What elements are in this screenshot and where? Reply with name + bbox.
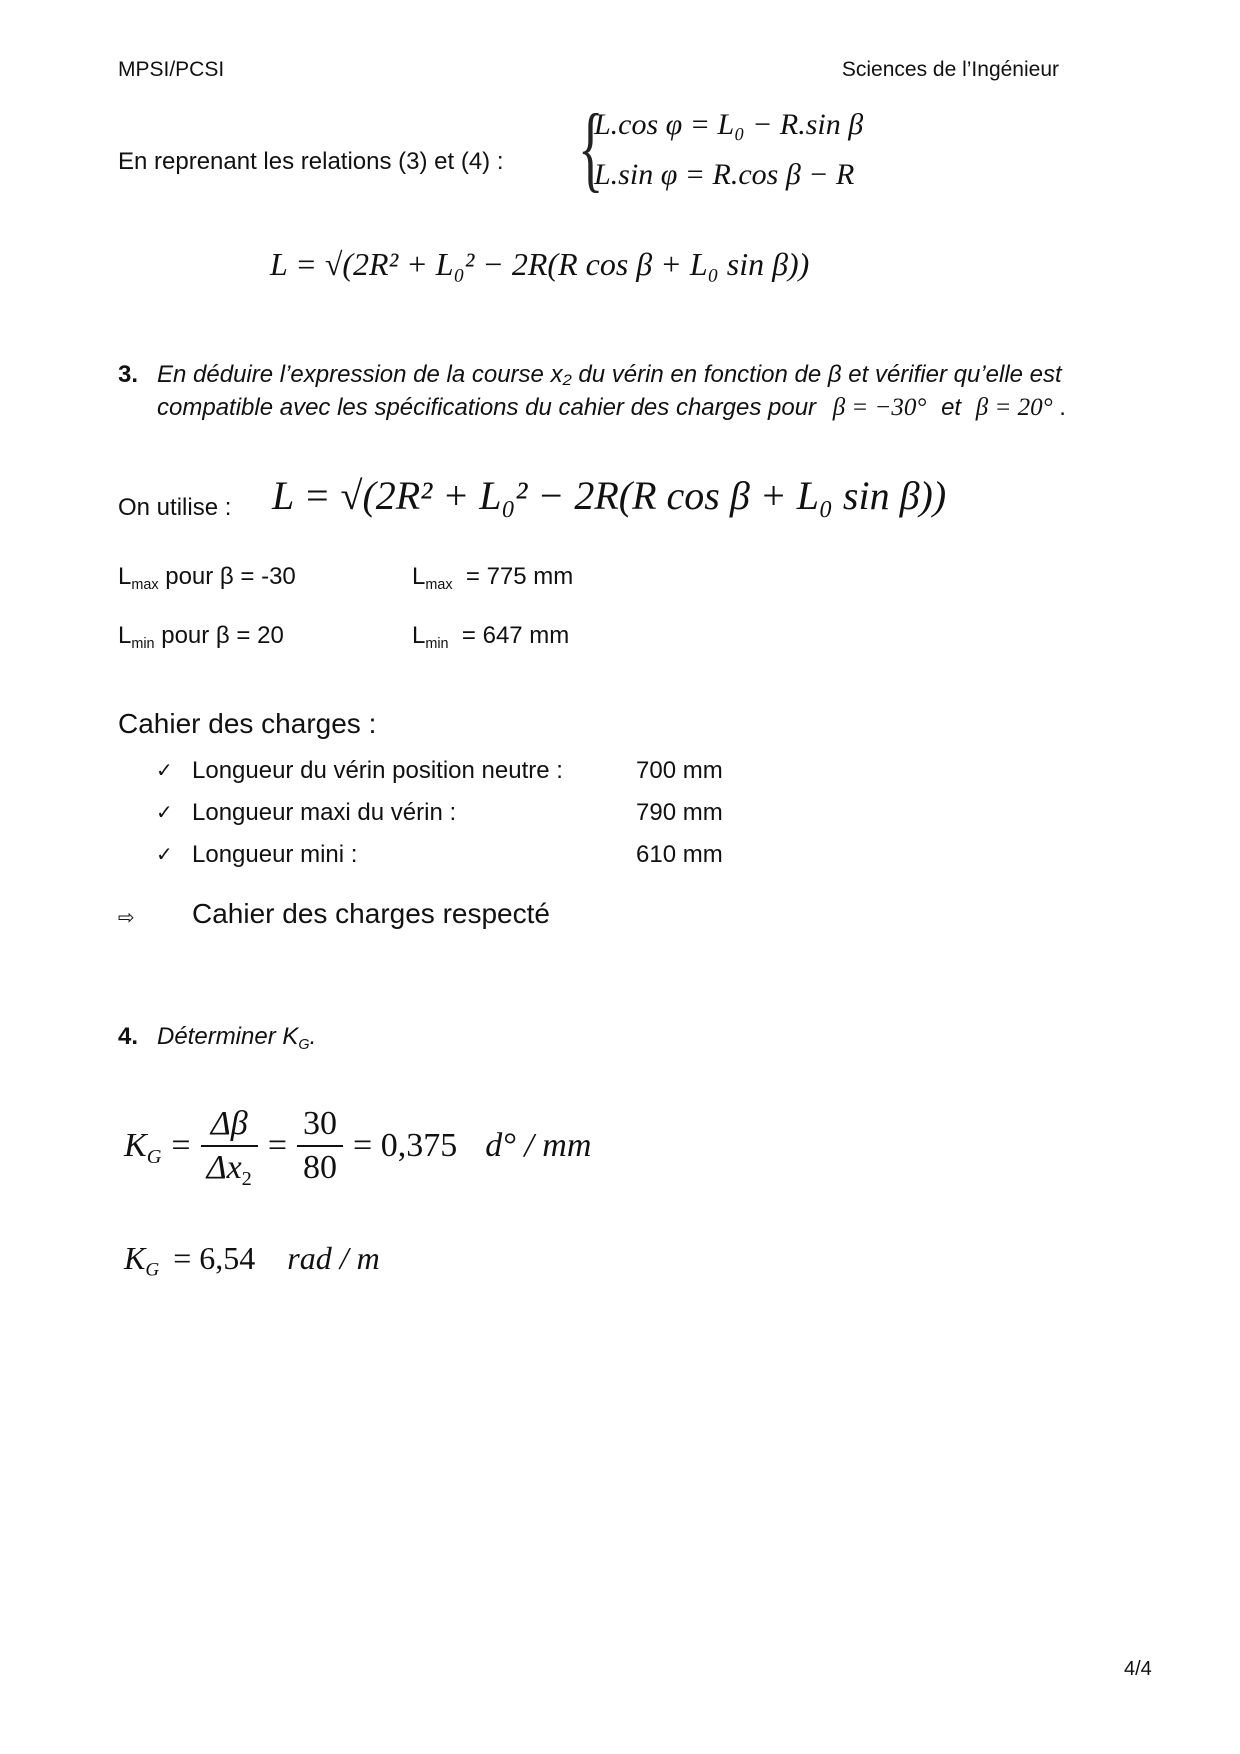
lmin-value bbox=[412, 622, 570, 653]
kg-frac-2 bbox=[297, 1105, 343, 1187]
lmax-label-rest: pour β = -30 bbox=[158, 563, 296, 590]
lmax-label bbox=[118, 563, 296, 594]
cahier-item-1-value: 700 mm bbox=[636, 757, 723, 784]
kg-frac-1 bbox=[201, 1105, 258, 1191]
right-arrow-icon: ⇨ bbox=[118, 905, 135, 929]
cahier-item-3-value: 610 mm bbox=[636, 841, 723, 868]
q3-cond-2: β = 20° bbox=[975, 394, 1053, 421]
lmin-label-rest: pour β = 20 bbox=[154, 622, 284, 649]
q3-line-2-text: compatible avec les spécifications du cahier des charges pour bbox=[157, 394, 817, 421]
q3-line-1: En déduire l’expression de la course x₂ du vérin en fonction de β et vérifier qu’elle est bbox=[157, 361, 1062, 388]
kg-eq-1: = bbox=[171, 1127, 191, 1164]
lmax-value bbox=[412, 563, 574, 594]
kg-line-2 bbox=[124, 1240, 380, 1281]
kg-lhs bbox=[124, 1127, 162, 1169]
page-number: 4/4 bbox=[1124, 1658, 1152, 1680]
q3-number: 3. bbox=[118, 361, 139, 388]
kg-frac-1-num: Δβ bbox=[201, 1105, 258, 1147]
header-left: MPSI/PCSI bbox=[118, 58, 225, 81]
cahier-item-3-label: Longueur mini : bbox=[192, 841, 358, 868]
kg-lhs-sub: G bbox=[146, 1146, 162, 1169]
lmin-label bbox=[118, 622, 284, 653]
q3-end: . bbox=[1059, 394, 1066, 421]
kg-eq-2: = bbox=[267, 1127, 288, 1164]
q3-et: et bbox=[941, 394, 962, 421]
lmin-value-rest: = 647 mm bbox=[461, 622, 570, 649]
kg-frac-1-den bbox=[201, 1147, 258, 1191]
kg-line-2-sub: G bbox=[145, 1259, 160, 1281]
on-utilise-label: On utilise : bbox=[118, 494, 232, 521]
system-line-1 bbox=[594, 108, 863, 142]
checkmark-icon: ✓ bbox=[156, 842, 173, 866]
kg-formula bbox=[124, 1105, 592, 1191]
lmax-value-rest: = 775 mm bbox=[465, 563, 574, 590]
kg-frac-2-num: 30 bbox=[297, 1105, 343, 1147]
formula-l-first bbox=[270, 246, 809, 283]
system-line-2 bbox=[594, 158, 854, 192]
header-right: Sciences de l’Ingénieur bbox=[841, 58, 1059, 81]
cahier-item-1-label: Longueur du vérin position neutre : bbox=[192, 757, 563, 784]
formula-l-second-text: L = √(2R² + L₀² − 2R(R cos β + L₀ sin β)) bbox=[272, 473, 947, 518]
lmax-value-main: L bbox=[412, 563, 426, 590]
kg-frac-1-den-main: Δx bbox=[206, 1149, 242, 1186]
cahier-conclusion: Cahier des charges respecté bbox=[192, 898, 550, 929]
q3-line-2 bbox=[157, 394, 1066, 422]
lmin-label-sub: min bbox=[131, 636, 155, 653]
kg-frac-2-den: 80 bbox=[303, 1149, 338, 1186]
cahier-item-2-label: Longueur maxi du vérin : bbox=[192, 799, 457, 826]
system-line-1-text: L.cos φ = L₀ − R.sin β bbox=[594, 108, 864, 141]
checkmark-icon: ✓ bbox=[156, 800, 173, 824]
cahier-item-2-value: 790 mm bbox=[636, 799, 723, 826]
q4-text bbox=[157, 1023, 317, 1054]
q4-text-end: . bbox=[309, 1023, 317, 1050]
kg-line-2-lhs: K bbox=[124, 1240, 146, 1276]
q4-number: 4. bbox=[118, 1023, 139, 1050]
q4-text-sub: G bbox=[298, 1037, 310, 1054]
checkmark-icon: ✓ bbox=[156, 758, 173, 782]
formula-l-second bbox=[272, 472, 946, 519]
cahier-title: Cahier des charges : bbox=[118, 708, 377, 739]
q3-cond-1: β = −30° bbox=[832, 394, 927, 421]
kg-lhs-main: K bbox=[124, 1127, 147, 1164]
kg-result: = 0,375 bbox=[353, 1127, 458, 1164]
lmax-value-sub: max bbox=[425, 577, 453, 594]
q4-text-main: Déterminer K bbox=[157, 1023, 299, 1050]
formula-l-first-text: L = √(2R² + L₀² − 2R(R cos β + L₀ sin β)) bbox=[270, 246, 810, 282]
system-line-2-text: L.sin φ = R.cos β − R bbox=[594, 158, 855, 191]
kg-frac-1-den-sub: 2 bbox=[241, 1168, 252, 1191]
lmax-label-sub: max bbox=[131, 577, 159, 594]
kg-line-2-value: = 6,54 bbox=[173, 1240, 256, 1276]
system-brace: { bbox=[578, 94, 604, 201]
lmin-value-sub: min bbox=[425, 636, 449, 653]
lmax-label-main: L bbox=[118, 563, 132, 590]
kg-line-2-unit: rad / m bbox=[287, 1240, 380, 1276]
lmin-label-main: L bbox=[118, 622, 132, 649]
intro-label: En reprenant les relations (3) et (4) : bbox=[118, 148, 504, 175]
kg-unit: d° / mm bbox=[485, 1127, 592, 1164]
lmin-value-main: L bbox=[412, 622, 426, 649]
